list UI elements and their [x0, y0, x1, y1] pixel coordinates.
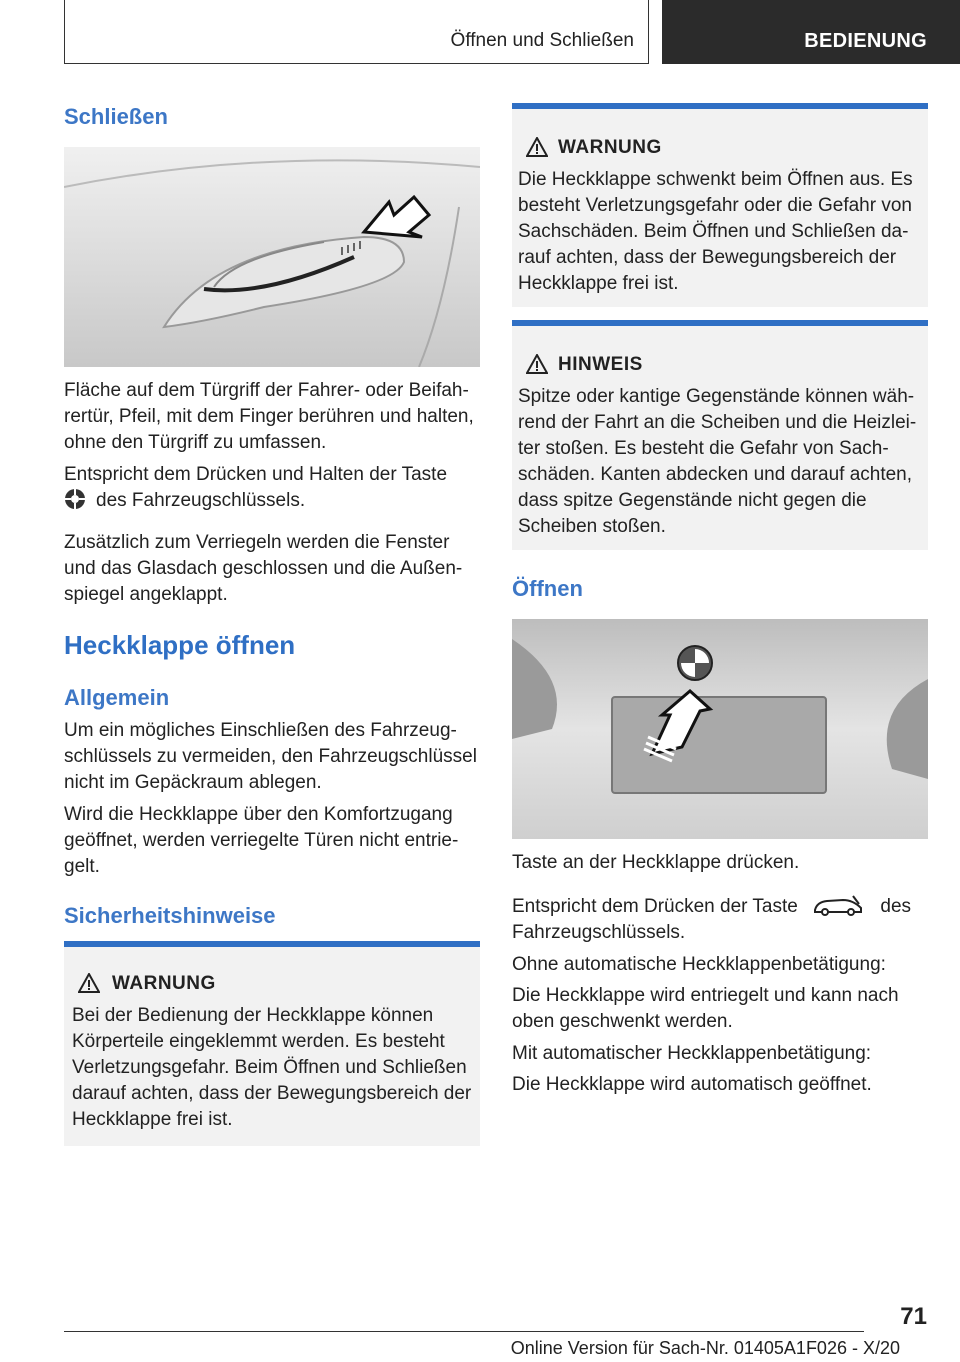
- warning-body-right: Die Heckklappe schwenkt beim Öffnen aus. Es besteht Verletzungsgefahr oder die Gefahr von Sachschäden. Beim Öffnen und Schließen da‐ rauf achten, dass der Bewegungsbereich der Heckklappe frei ist.: [518, 169, 913, 294]
- trunk-illustration: [512, 619, 928, 839]
- heading-oeffnen: Öffnen: [512, 576, 583, 601]
- paragraph-windows-close: Zusätzlich zum Verriegeln werden die Fenster und das Glasdach geschlossen und die Außen‐ spiegel angeklappt.: [64, 532, 463, 605]
- footer-divider: [64, 1331, 864, 1332]
- paragraph-door-touch: Fläche auf dem Türgriff der Fahrer- oder Beifah‐ rertür, Pfeil, mit dem Finger berühren und halten, ohne den Türgriff zu umfassen.: [64, 380, 474, 453]
- page-number: 71: [900, 1303, 927, 1330]
- warning-title-right: WARNUNG: [558, 137, 662, 158]
- section-label: BEDIENUNG: [804, 30, 927, 52]
- warning-triangle-icon: [526, 137, 548, 157]
- paragraph-comfort-access: Wird die Heckklappe über den Komfortzugang geöffnet, werden verriegelte Türen nicht entrie‐ gelt.: [64, 804, 459, 877]
- hinweis-title: HINWEIS: [558, 354, 643, 375]
- paragraph-key-text-b: des Fahrzeugschlüssels.: [96, 490, 306, 511]
- chapter-title: Öffnen und Schließen: [450, 30, 634, 51]
- warning-triangle-icon: [78, 973, 100, 993]
- trunk-key-text-a: Entspricht dem Drücken der Taste: [512, 896, 798, 917]
- heading-sicherheitshinweise: Sicherheitshinweise: [64, 903, 276, 928]
- paragraph-press-button: Taste an der Heckklappe drücken.: [512, 852, 800, 873]
- trunk-image: [512, 619, 928, 839]
- warning-triangle-icon: [526, 354, 548, 374]
- door-handle-image: [64, 147, 480, 367]
- trunk-key-text-c: Fahrzeugschlüssels.: [512, 922, 686, 943]
- warning-body-left: Bei der Bedienung der Heckklappe können Körperteile eingeklemmt werden. Es besteht Verletzungsgefahr. Beim Öffnen und Schließen darauf achten, dass der Bewegungsbereich der Heckklappe frei ist.: [72, 1005, 472, 1130]
- trunk-key-icon: [813, 894, 865, 916]
- hinweis-body: Spitze oder kantige Gegenstände können wäh‐ rend der Fahrt an die Scheiben und die Heizlei‐ ter stoßen. Es besteht die Gefahr von Sach‐ schäden. Kanten abdecken und darauf achten, dass spitze Gegenstände nicht gegen die Scheiben stoßen.: [518, 386, 917, 537]
- paragraph-with-auto: Mit automatischer Heckklappenbetätigung:: [512, 1043, 872, 1064]
- heading-allgemein: Allgemein: [64, 685, 170, 710]
- heading-schliessen: Schließen: [64, 104, 168, 129]
- paragraph-key-trunk: Um ein mögliches Einschließen des Fahrzeug‐ schlüssels zu vermeiden, den Fahrzeugschlüssel nicht im Gepäckraum ablegen.: [64, 720, 477, 793]
- warning-title-left: WARNUNG: [112, 973, 216, 994]
- footer-online-version: Online Version für Sach-Nr. 01405A1F026 - X/20: [510, 1338, 900, 1358]
- paragraph-auto-open: Die Heckklappe wird automatisch geöffnet.: [512, 1074, 872, 1095]
- paragraph-key-text-a: Entspricht dem Drücken und Halten der Taste: [64, 464, 448, 485]
- paragraph-trunk-key-equivalent: [512, 894, 932, 946]
- heading-heckklappe-oeffnen: Heckklappe öffnen: [64, 630, 296, 660]
- lock-key-icon: [64, 488, 86, 510]
- paragraph-key-equivalent: [64, 462, 484, 514]
- door-handle-illustration: [64, 147, 480, 367]
- trunk-key-text-b: des: [880, 896, 912, 917]
- paragraph-without-auto: Ohne automatische Heckklappenbetätigung:: [512, 954, 886, 975]
- paragraph-unlocked-swing: Die Heckklappe wird entriegelt und kann nach oben geschwenkt werden.: [512, 985, 899, 1032]
- warning-box-left: [64, 941, 480, 1146]
- warning-box-right: [512, 103, 928, 307]
- hinweis-box: [512, 320, 928, 550]
